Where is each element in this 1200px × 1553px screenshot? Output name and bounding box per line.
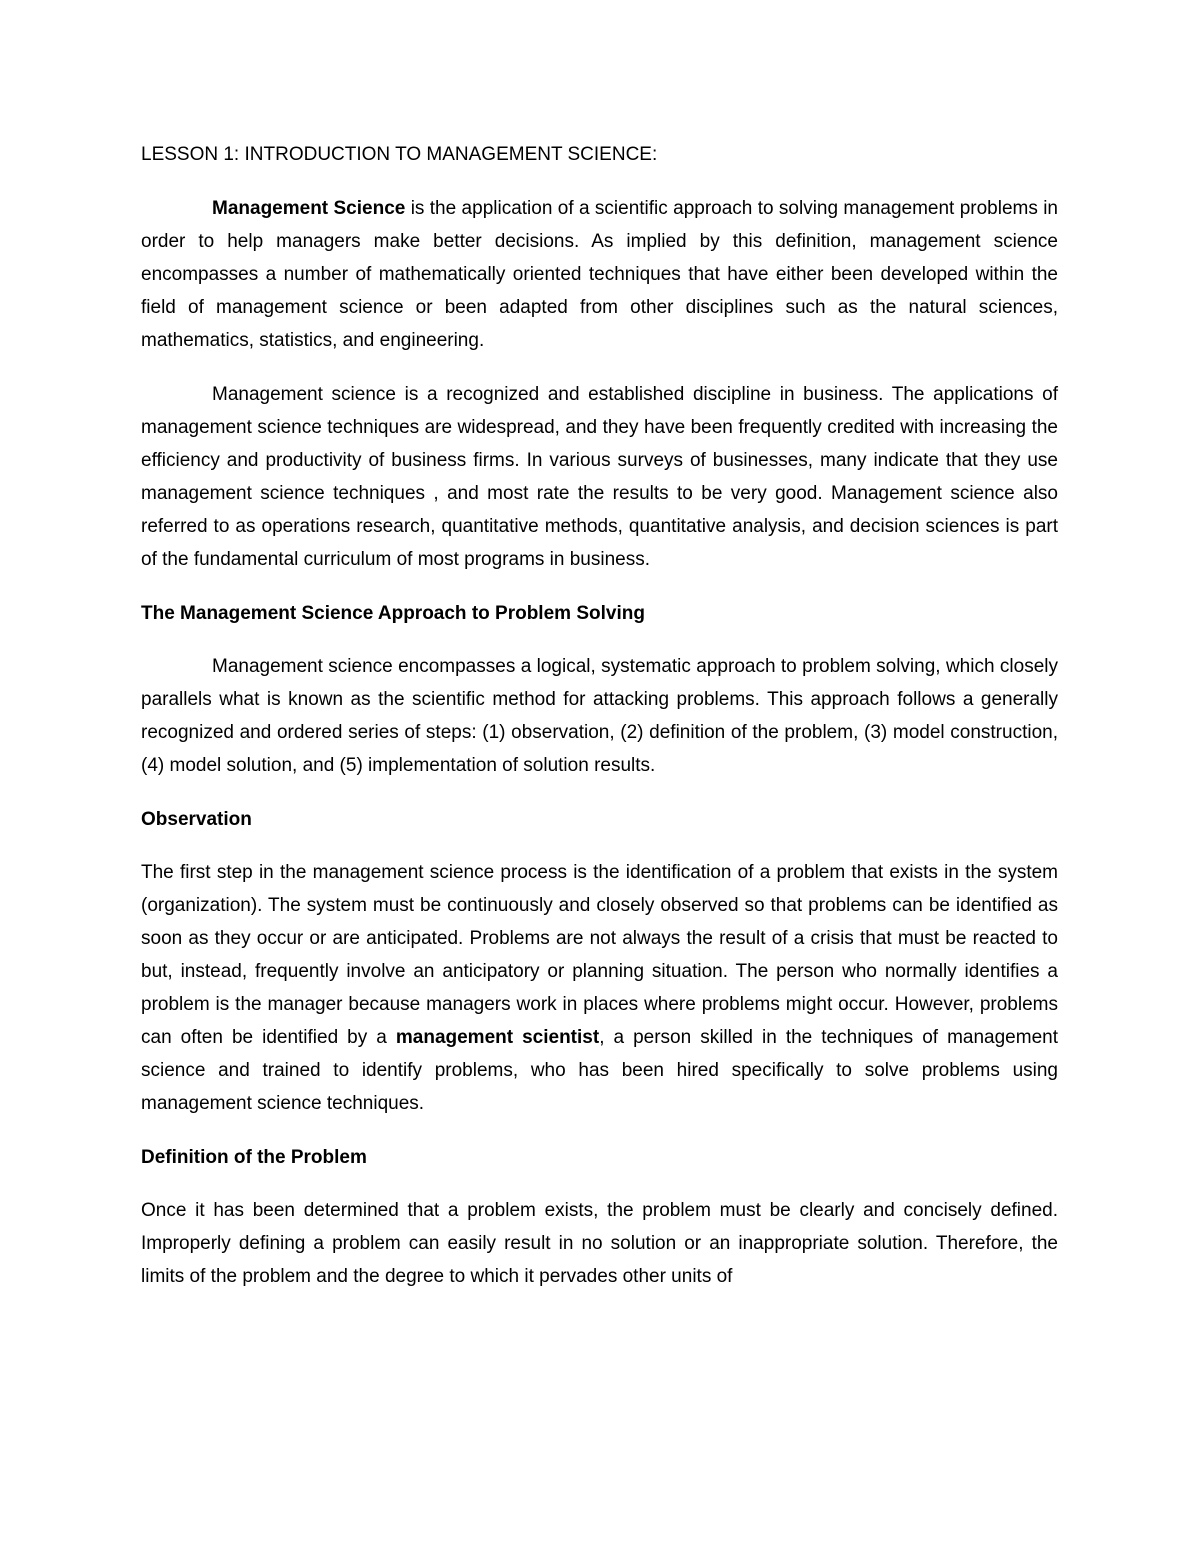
observation-text-before: The first step in the management science process is the identification of a problem that exists in the system (organization). The system must be continuously and closely observed so that problems can be identified as soon as they occur or are anticipated. Problems are not always the result of a crisis that must be reacted to but, instead, frequently involve an anticipatory or planning situation. The person who normally identifies a problem is the manager because managers work in places where problems might occur. However, problems can often be identified by a <box>141 862 1058 1048</box>
observation-paragraph <box>141 856 1058 1120</box>
observation-text-after: , a person skilled in the techniques of management science and trained to identify problems, who has been hired specifically to solve problems using management science techniques. <box>141 1027 1058 1114</box>
intro-text: is the application of a scientific approach to solving management problems in order to help managers make better decisions. As implied by this definition, management science encompasses a number of mathematically oriented techniques that have either been developed within the field of management science or been adapted from other disciplines such as the natural sciences, mathematics, statistics, and engineering. <box>141 198 1058 351</box>
approach-paragraph: Management science encompasses a logical, systematic approach to problem solving, which closely parallels what is known as the scientific method for attacking problems. This approach follows a generally recognized and ordered series of steps: (1) observation, (2) definition of the problem, (3) model construction, (4) model solution, and (5) implementation of solution results. <box>141 656 1058 776</box>
intro-term: Management Science <box>212 198 406 219</box>
definition-paragraph: Once it has been determined that a problem exists, the problem must be clearly and concisely defined. Improperly defining a problem can easily result in no solution or an inappropriate solution. Therefore, the limits of the problem and the degree to which it pervades other units of <box>141 1200 1058 1287</box>
intro-paragraph <box>141 192 1058 357</box>
observation-heading: Observation <box>141 809 252 830</box>
observation-term: management scientist <box>395 1027 600 1048</box>
paragraph-2: Management science is a recognized and established discipline in business. The applications of management science techniques are widespread, and they have been frequently credited with increasing the efficiency and productivity of business firms. In various surveys of businesses, many indicate that they use management science techniques , and most rate the results to be very good. Management science also referred to as operations research, quantitative methods, quantitative analysis, and decision sciences is part of the fundamental curriculum of most programs in business. <box>141 384 1058 570</box>
definition-heading: Definition of the Problem <box>141 1147 367 1168</box>
lesson-title: LESSON 1: INTRODUCTION TO MANAGEMENT SCIENCE: <box>141 144 658 165</box>
approach-heading: The Management Science Approach to Problem Solving <box>141 603 645 624</box>
document-page <box>141 138 1058 1314</box>
